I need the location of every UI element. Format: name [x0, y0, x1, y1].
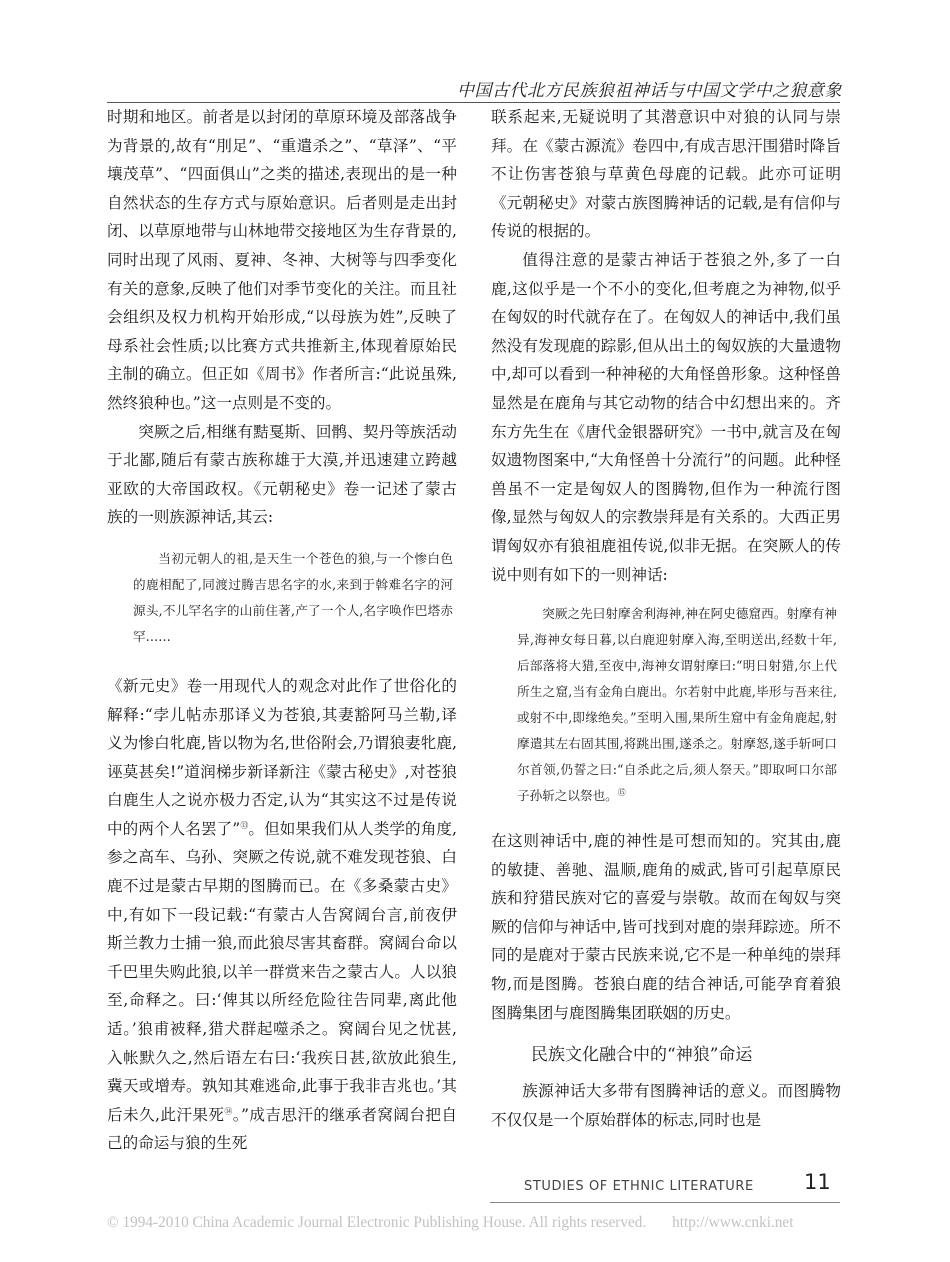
footnote-marker[interactable]: ⑮	[617, 787, 626, 797]
section-heading: 民族文化融合中的“神狼”命运	[531, 1045, 753, 1066]
paragraph	[107, 672, 457, 1158]
paragraph: 突厥之后,相继有黠戛斯、回鹘、契丹等族活动于北鄙,随后有蒙古族称雄于大漠,并迅速建立跨越亚欧的大帝国政权。《元朝秘史》卷一记述了蒙古族的一则族源神话,其云:	[107, 422, 457, 527]
page-number: 11	[804, 1170, 831, 1194]
paragraph-text: 。但如果我们从人类学的角度,参之高车、乌孙、突厥之传说,就不难发现苍狼、白鹿不过是蒙古早期的图腾而已。在《多桑蒙古史》中,有如下一段记载:“有蒙古人告窝阔台言,前夜伊斯兰教力士捕一狼,而此狼尽害其畜群。窝阔台命以千巴里失购此狼,以羊一群赏来告之蒙古人。人以狼至,命释之。曰:‘俾其以所经危险往告同辈,离此他适。’狼甫被释,猎犬群起噬杀之。窝阔台见之忧甚,入帐默久之,然后语左右曰:‘我疾日甚,欲放此狼生,冀天或增寿。孰知其难逃命,此事于我非吉兆也。’其后未久,此汗果死	[107, 819, 457, 1124]
left-column	[107, 103, 457, 1158]
paragraph: 时期和地区。前者是以封闭的草原环境及部落战争为背景的,故有“刖足”、“重遣杀之”、“草泽”、“平壤茂草”、“四面俱山”之类的描述,表现出的是一种自然状态的生存方式与原始意识。后者则是走出封闭、以草原地带与山林地带交接地区为生存背景的,同时出现了风雨、夏神、冬神、大树等与四季变化有关的意象,反映了他们对季节变化的关注。而且社会组织及权力机构开始形成,“以母族为姓”,反映了母系社会性质;以比赛方式共推新主,体现着原始民主制的确立。但正如《周书》作者所言:“此说虽殊,然终狼种也。”这一点则是不变的。	[107, 108, 457, 412]
paragraph: 在这则神话中,鹿的神性是可想而知的。究其由,鹿的敏捷、善驰、温顺,鹿角的威武,皆可引起草原民族和狩猎民族对它的喜爱与崇敬。故而在匈奴与突厥的信仰与神话中,皆可找到对鹿的崇拜踪迹。所不同的是鹿对于蒙古民族来说,它不是一种单纯的崇拜物,而是图腾。苍狼白鹿的结合神话,可能孕育着狼图腾集团与鹿图腾集团联姻的历史。	[491, 832, 841, 1022]
footer-rule	[490, 1202, 840, 1203]
paragraph-text: 。”成吉思汗的继承者窝阔台把自己的命运与狼的生死	[107, 1105, 457, 1153]
paragraph: 值得注意的是蒙古神话于苍狼之外,多了一白鹿,这似乎是一个不小的变化,但考鹿之为神物,似乎在匈奴的时代就存在了。在匈奴人的神话中,我们虽然没有发现鹿的踪影,但从出土的匈奴族的大量遗物中,却可以看到一种神秘的大角怪兽形象。这种怪兽显然是在鹿角与其它动物的结合中幻想出来的。齐东方先生在《唐代金银器研究》一书中,就言及在匈奴遗物图案中,“大角怪兽十分流行”的问题。此种怪兽虽不一定是匈奴人的图腾物,但作为一种流行图像,显然与匈奴人的宗教崇拜是有关系的。大西正男谓匈奴亦有狼祖鹿祖传说,似非无据。在突厥人的传说中则有如下的一则神话:	[491, 250, 841, 584]
paragraph-text: 《新元史》卷一用现代人的观念对此作了世俗化的解释:“孛儿帖赤那译义为苍狼,其妻豁阿马兰勒,译义为惨白牝鹿,皆以物为名,世俗附会,乃谓狼妻牝鹿,诬莫甚矣!”道润梯步新译新注《蒙古秘史》,对苍狼白鹿生人之说亦极力否定,认为“其实这不过是传说中的两个人名罢了”	[107, 676, 457, 838]
copyright-text: © 1994-2010 China Academic Journal Electronic Publishing House. All rights reserved.	[107, 1214, 647, 1231]
paragraph: 族源神话大多带有图腾神话的意义。而图腾物不仅仅是一个原始群体的标志,同时也是	[491, 1082, 841, 1129]
cnki-link[interactable]: http://www.cnki.net	[672, 1214, 794, 1231]
block-quote	[491, 601, 841, 809]
journal-name: STUDIES OF ETHNIC LITERATURE	[524, 1179, 754, 1194]
copyright-notice	[107, 1214, 837, 1232]
block-quote: 当初元朝人的祖,是天生一个苍色的狼,与一个惨白色的鹿相配了,同渡过腾吉思名字的水,来到于斡难名字的河源头,不儿罕名字的山前住著,产了一个人,名字唤作巴塔赤罕……	[133, 550, 453, 644]
running-header-title: 中国古代北方民族狼祖神话与中国文学中之狼意象	[457, 81, 842, 101]
quote-text: 突厥之先曰射摩舍利海神,神在阿史德窟西。射摩有神异,海神女每日暮,以白鹿迎射摩入海,至明送出,经数十年,后部落将大猎,至夜中,海神女谓射摩曰:“明日射猎,尔上代所生之窟,当有金角白鹿出。尔若射中此鹿,毕形与吾来往,或射不中,即缘绝矣。”至明入围,果所生窟中有金角鹿起,射摩遣其左右固其围,将跳出围,遂杀之。射摩怒,遂手斩呵口尔首领,仍誓之曰:“自杀此之后,须人祭天。”即取呵口尔部子孙斩之以祭也。	[517, 606, 837, 804]
paragraph: 联系起来,无疑说明了其潜意识中对狼的认同与崇拜。在《蒙古源流》卷四中,有成吉思汗围猎时降旨不让伤害苍狼与草黄色母鹿的记载。此亦可证明《元朝秘史》对蒙古族图腾神话的记载,是有信仰与传说的根据的。	[491, 108, 841, 241]
footnote-marker[interactable]: ⑭	[224, 1106, 233, 1116]
right-column	[491, 103, 841, 1134]
footnote-marker[interactable]: ⑬	[240, 820, 249, 830]
